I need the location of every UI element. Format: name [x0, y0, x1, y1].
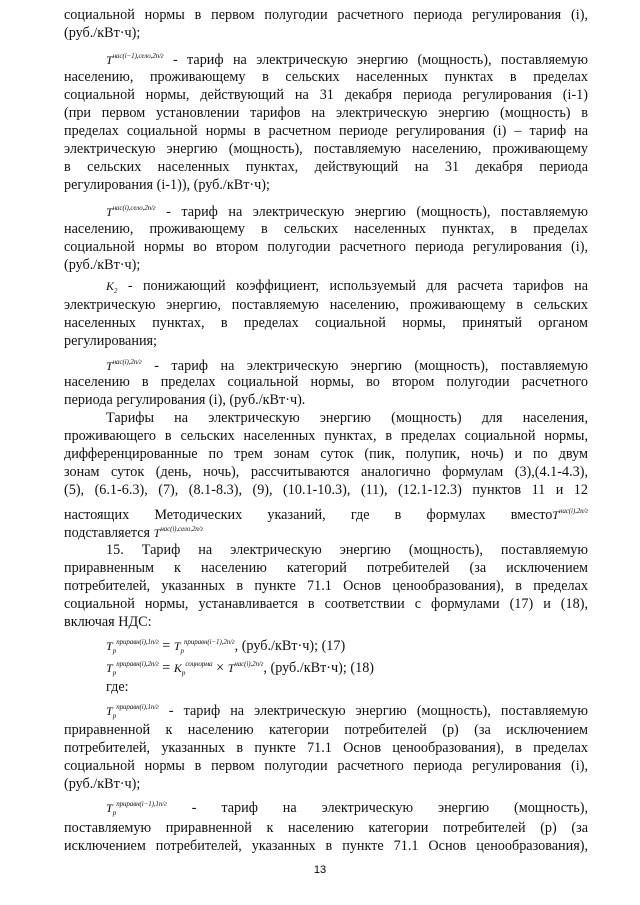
line-text: населенных пунктах, в пределах социальной нормы, принятый органом	[64, 315, 588, 331]
formula-superscript: нас(i),2п/г	[112, 358, 142, 366]
text-line	[64, 140, 588, 158]
formula-symbol: T	[106, 639, 113, 653]
line-text: где:	[106, 679, 129, 695]
line-text: 15. Тариф на электрическую энергию (мощность), поставляемую	[106, 542, 588, 558]
text-line	[64, 104, 588, 122]
formula-symbol: K	[106, 279, 115, 293]
text-line	[64, 463, 588, 481]
formula-symbol: T	[106, 801, 113, 815]
line-text: поставляемую приравненной к населению категории потребителей (р) (за	[64, 820, 588, 836]
formula-superscript: приравн(i),1п/г	[116, 703, 159, 711]
text-line	[106, 47, 588, 69]
text-line	[64, 721, 588, 739]
line-text: настоящих Методических указаний, где в формулах вместо	[64, 507, 553, 523]
formula-superscript: нас(i),2п/г	[558, 507, 588, 515]
formula-superscript: нас(i),село,2п/г	[160, 525, 204, 533]
text-line	[64, 819, 588, 837]
text-line	[64, 314, 588, 332]
text-line	[64, 445, 588, 463]
line-text: потребителей, указанных в пункте 71.1 Основ ценообразования), в пределах	[64, 578, 588, 594]
page-number: 13	[313, 864, 327, 876]
line-text: социальной нормы во втором полугодии расчетного периода регулирования (i),	[64, 239, 588, 255]
line-text: социальной нормы в первом полугодии расчетного периода регулирования (i),	[64, 758, 588, 774]
formula-superscript: соцнорма	[185, 660, 213, 668]
text-line	[106, 541, 588, 559]
line-text: Тарифы на электрическую энергию (мощность) для населения,	[106, 410, 588, 426]
text-line	[64, 757, 588, 775]
line-text: - тариф на электрическую энергию (мощность),	[166, 800, 588, 816]
text-line	[64, 238, 588, 256]
line-text: (руб./кВт·ч);	[64, 25, 141, 41]
line-text: в сельских населенных пунктах, действующий на 31 декабря периода	[64, 159, 588, 175]
line-text: социальной нормы, устанавливается в соответствии с формулами (17) и (18),	[64, 596, 588, 612]
formula-symbol: K	[173, 661, 182, 675]
formula-superscript: приравн(i−1),1п/г	[116, 800, 167, 808]
formula-subscript: р	[180, 647, 185, 655]
line-text: - тариф на электрическую энергию (мощность), поставляемую	[158, 703, 588, 719]
text-line	[64, 176, 588, 194]
line-text: включая НДС:	[64, 614, 152, 630]
line-text: (при первом установлении тарифов на электрическую энергию (мощность) в	[64, 105, 588, 121]
text-line	[64, 373, 588, 391]
text-line	[64, 481, 588, 499]
formula-superscript: нас(i),2п/г	[234, 660, 264, 668]
formula-superscript: приравн(i),2п/г	[116, 660, 159, 668]
formula-superscript: приравн(i−1),2п/г	[184, 638, 235, 646]
text-line	[64, 256, 588, 274]
line-text: социальной нормы в первом полугодии расчетного периода регулирования (i),	[64, 7, 588, 23]
line-text: населению, проживающему в сельских населенных пунктах в пределах	[64, 69, 588, 85]
equals-sign: =	[158, 638, 174, 654]
line-text: , (руб./кВт·ч); (18)	[263, 660, 375, 676]
formula-subscript: р	[112, 809, 117, 817]
line-text: электрическую энергию, поставляемую населению, проживающему в сельских	[64, 297, 588, 313]
line-text: - тариф на электрическую энергию (мощность), поставляемую	[163, 52, 588, 68]
text-line	[64, 739, 588, 757]
text-line	[64, 595, 588, 613]
text-line	[64, 559, 588, 577]
line-text: - понижающий коэффициент, используемый для расчета тарифов на	[117, 278, 588, 294]
formula-symbol: T	[153, 526, 161, 540]
line-text: , (руб./кВт·ч); (17)	[234, 638, 346, 654]
text-line	[64, 332, 588, 350]
line-text: подставляется	[64, 525, 154, 541]
formula-subscript: р	[181, 669, 186, 677]
text-line	[64, 86, 588, 104]
line-text: населению, проживающему в сельских населенных пунктах, в пределах	[64, 221, 588, 237]
text-line	[64, 158, 588, 176]
text-line	[64, 220, 588, 238]
multiply-sign: ×	[212, 660, 228, 676]
formula-symbol: T	[106, 53, 113, 67]
line-text: - тариф на электрическую энергию (мощность), поставляемую	[141, 358, 588, 374]
line-text: приравненным к населению категорий потребителей (за исключением	[64, 560, 588, 576]
formula-symbol: T	[552, 508, 559, 522]
formula-subscript: р	[112, 647, 117, 655]
formula-symbol: T	[227, 661, 235, 675]
text-line	[106, 678, 588, 696]
text-line	[64, 520, 588, 542]
line-text: регулирования;	[64, 333, 158, 349]
line-text: электрическую энергию (мощность), поставляемую населению, проживающему	[64, 141, 588, 157]
text-line	[64, 122, 588, 140]
line-text: (5), (6.1-6.3), (7), (8.1-8.3), (9), (10.1-10.3), (11), (12.1-12.3) пунктов 11 и 12	[64, 482, 588, 498]
text-line	[64, 613, 588, 631]
formula-superscript: приравн(i),1п/г	[116, 638, 159, 646]
line-text: потребителей, указанных в пункте 71.1 Основ ценообразования), в пределах	[64, 740, 588, 756]
text-line	[64, 24, 588, 42]
line-text: дифференцированные по трем зонам суток (пик, полупик, ночь) и по двум	[64, 446, 588, 462]
formula-symbol: T	[106, 359, 113, 373]
text-line	[64, 775, 588, 793]
formula-symbol: T	[106, 205, 113, 219]
formula-symbol: T	[106, 704, 113, 718]
text-line	[106, 199, 588, 221]
text-line	[64, 837, 588, 855]
text-line	[64, 6, 588, 24]
line-text: регулирования (i-1)), (руб./кВт·ч);	[64, 177, 270, 193]
formula-superscript: нас(i−1),село,2п/г	[112, 52, 164, 60]
line-text: зонам суток (день, ночь), рассчитываются аналогично формулам (3),(4.1-4.3),	[64, 464, 588, 480]
formula-symbol: T	[173, 639, 181, 653]
text-line	[64, 391, 588, 409]
line-text: пределах социальной нормы в расчетном периоде регулирования (i) – тариф на	[64, 123, 588, 139]
text-line	[106, 409, 588, 427]
line-text: населению в пределах социальной нормы, во втором полугодии расчетного	[64, 374, 588, 390]
formula-superscript: нас(i),село,2п/г	[112, 204, 156, 212]
line-text: проживающего в сельских населенных пунктах, в пределах социальной нормы,	[64, 428, 588, 444]
equals-sign: =	[158, 660, 174, 676]
line-text: приравненной к населению категории потребителей (р) (за исключением	[64, 722, 588, 738]
line-text: исключением потребителей, указанных в пункте 71.1 Основ ценообразования),	[64, 838, 588, 854]
line-text: социальной нормы, действующий на 31 декабря периода регулирования (i-1)	[64, 87, 588, 103]
formula-subscript: р	[112, 669, 117, 677]
text-line	[106, 353, 588, 375]
line-text: (руб./кВт·ч);	[64, 776, 141, 792]
text-line	[64, 577, 588, 595]
formula-subscript: 2	[114, 287, 118, 295]
text-line	[64, 296, 588, 314]
formula-symbol: T	[106, 661, 113, 675]
line-text: периода регулирования (i), (руб./кВт·ч).	[64, 392, 306, 408]
text-line	[64, 427, 588, 445]
line-text: - тариф на электрическую энергию (мощность), поставляемую	[155, 204, 588, 220]
text-line	[64, 68, 588, 86]
formula-subscript: р	[112, 712, 117, 720]
line-text: (руб./кВт·ч);	[64, 257, 141, 273]
